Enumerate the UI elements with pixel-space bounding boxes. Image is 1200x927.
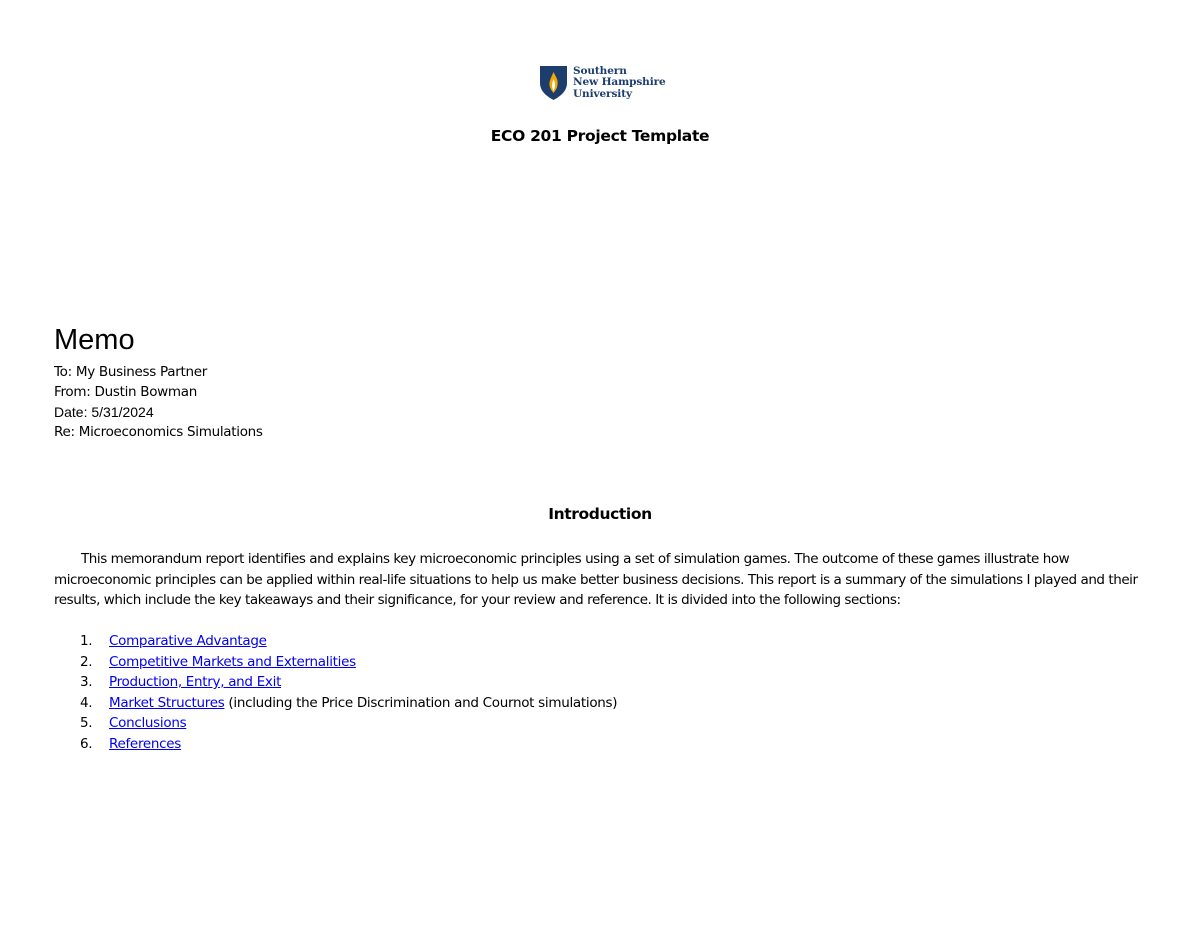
section-list	[80, 631, 617, 754]
toc-link-production-entry-exit[interactable]: Production, Entry, and Exit	[109, 674, 282, 690]
logo-line-1: Southern	[573, 64, 627, 77]
list-item	[80, 652, 617, 673]
memo-header-block	[54, 362, 263, 442]
memo-to: To: My Business Partner	[54, 364, 207, 380]
flame-shield-icon	[539, 65, 568, 101]
list-number: 3.	[80, 674, 93, 690]
list-item	[80, 734, 617, 755]
list-suffix: (including the Price Discrimination and Cournot simulations)	[224, 694, 618, 711]
document-title: ECO 201 Project Template	[490, 127, 710, 145]
list-item	[80, 631, 617, 652]
memo-heading: Memo	[54, 324, 135, 356]
list-number: 1.	[80, 633, 93, 649]
memo-date: Date: 5/31/2024	[54, 404, 154, 420]
logo-line-2: New Hampshire	[573, 76, 666, 89]
list-number: 2.	[80, 653, 93, 670]
list-item	[80, 672, 617, 693]
list-item	[80, 693, 617, 714]
list-number: 5.	[80, 715, 93, 731]
toc-link-conclusions[interactable]: Conclusions	[109, 715, 187, 731]
introduction-text: This memorandum report identifies and explains key microeconomic principles using a set of simulation games. The outcome of these games illustrate how microeconomic principles can be applied within real-life situations to help us make better business decisions. This report is a summary of the simulations I played and their results, which include the key takeaways and their significance, for your review and reference. It is divided into the following sections:	[54, 551, 1138, 608]
introduction-paragraph	[54, 549, 1148, 611]
logo-line-3: University	[573, 87, 632, 100]
toc-link-references[interactable]: References	[109, 735, 182, 752]
toc-link-market-structures[interactable]: Market Structures	[109, 694, 225, 711]
toc-link-comparative-advantage[interactable]: Comparative Advantage	[109, 633, 267, 649]
list-number: 4.	[80, 694, 93, 711]
list-item	[80, 713, 617, 734]
university-logo	[539, 65, 666, 101]
list-number: 6.	[80, 735, 93, 752]
introduction-heading: Introduction	[548, 505, 652, 523]
toc-link-competitive-markets[interactable]: Competitive Markets and Externalities	[109, 653, 356, 670]
memo-from: From: Dustin Bowman	[54, 384, 198, 400]
memo-re: Re: Microeconomics Simulations	[54, 424, 263, 440]
logo-wordmark	[573, 66, 666, 101]
